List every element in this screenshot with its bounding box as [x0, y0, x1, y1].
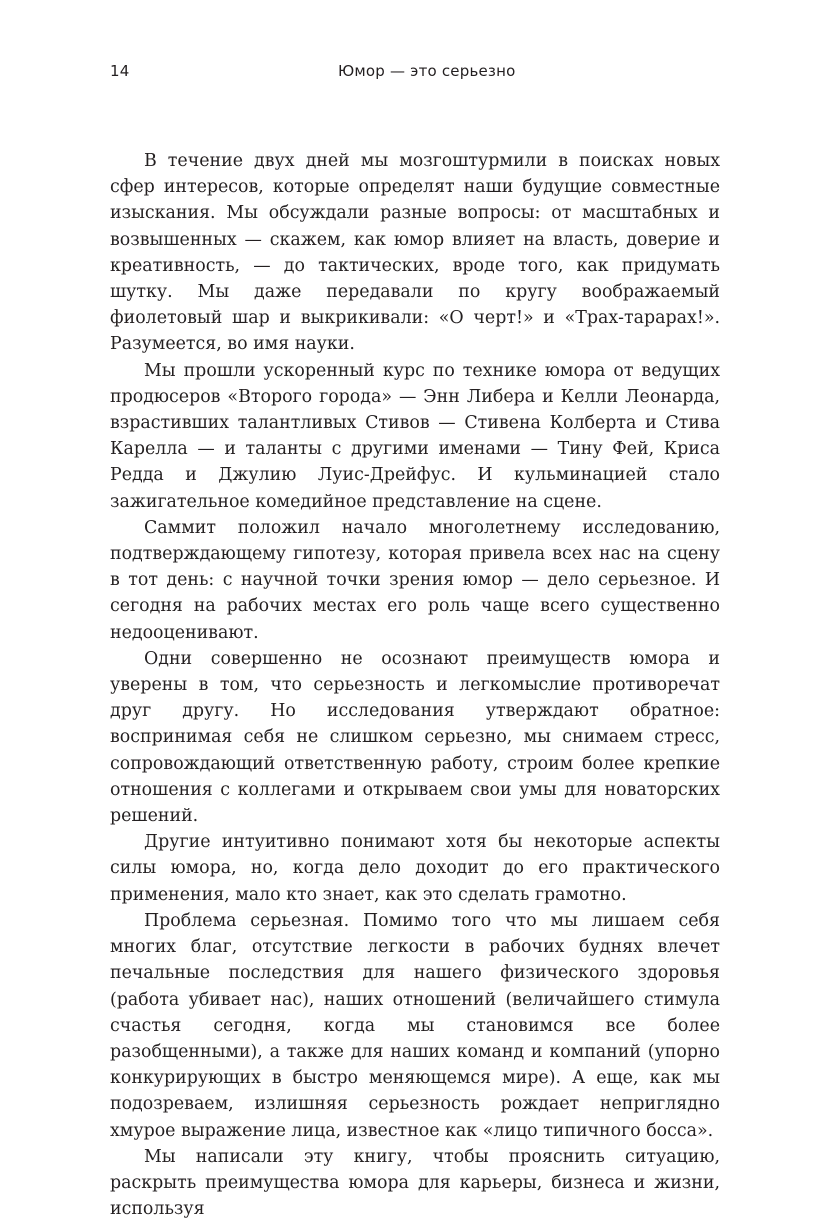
- body-text: [110, 148, 720, 1222]
- paragraph-1: В течение двух дней мы мозгоштурмили в поисках новых сфер интересов, которые определят наши будущие совместные изыскания. Мы обсуждали разные вопросы: от масштабных и возвышенных — скажем, как юмор влияет на власть, доверие и креативность, — до тактических, вроде того, как придумать шутку. Мы даже передавали по кругу воображаемый фиолетовый шар и выкрикивали: «О черт!» и «Трах-тарарах!». Разумеется, во имя науки.: [110, 151, 720, 355]
- paragraph-6: Проблема серьезная. Помимо того что мы лишаем себя многих благ, отсутствие легкости в рабочих буднях влечет печальные последствия для нашего физического здоровья (работа убивает нас), наших отношений (величайшего стимула счастья сегодня, когда мы становимся все более разобщенными), а также для наших команд и компаний (упорно конкурирующих в быстро меняющемся мире). А еще, как мы подозреваем, излишняя серьезность рождает неприглядно хмурое выражение лица, известное как «лицо типичного босса».: [110, 910, 720, 1141]
- paragraph-5: Другие интуитивно понимают хотя бы некоторые аспекты силы юмора, но, когда дело доходит до его практического применения, мало кто знает, как это сделать грамотно.: [110, 832, 720, 905]
- paragraph-4: Одни совершенно не осознают преимуществ юмора и уверены в том, что серьезность и легкомыслие противоречат друг другу. Но исследования утверждают обратное: воспринимая себя не слишком серьезно, мы снимаем стресс, сопровождающий ответственную работу, строим более крепкие отношения с коллегами и открываем свои умы для новаторских решений.: [110, 648, 720, 827]
- paragraph-2: Мы прошли ускоренный курс по технике юмора от ведущих продюсеров «Второго города» — Энн Либера и Келли Леонарда, взрастивших талантливых Стивов — Стивена Колберта и Стива Карелла — и таланты с другими именами — Тину Фей, Криса Редда и Джулию Луис-Дрейфус. И кульминацией стало зажигательное комедийное представление на сцене.: [110, 360, 720, 512]
- paragraph-3: Саммит положил начало многолетнему исследованию, подтверждающему гипотезу, которая привела всех нас на сцену в тот день: с научной точки зрения юмор — дело серьезное. И сегодня на рабочих местах его роль чаще всего существенно недооценивают.: [110, 517, 720, 643]
- running-head: [110, 62, 720, 84]
- running-title: Юмор — это серьезно: [338, 62, 516, 80]
- paragraph-7: Мы написали эту книгу, чтобы прояснить ситуацию, раскрыть преимущества юмора для карьеры, бизнеса и жизни, используя: [110, 1146, 720, 1220]
- page-number: 14: [110, 62, 130, 80]
